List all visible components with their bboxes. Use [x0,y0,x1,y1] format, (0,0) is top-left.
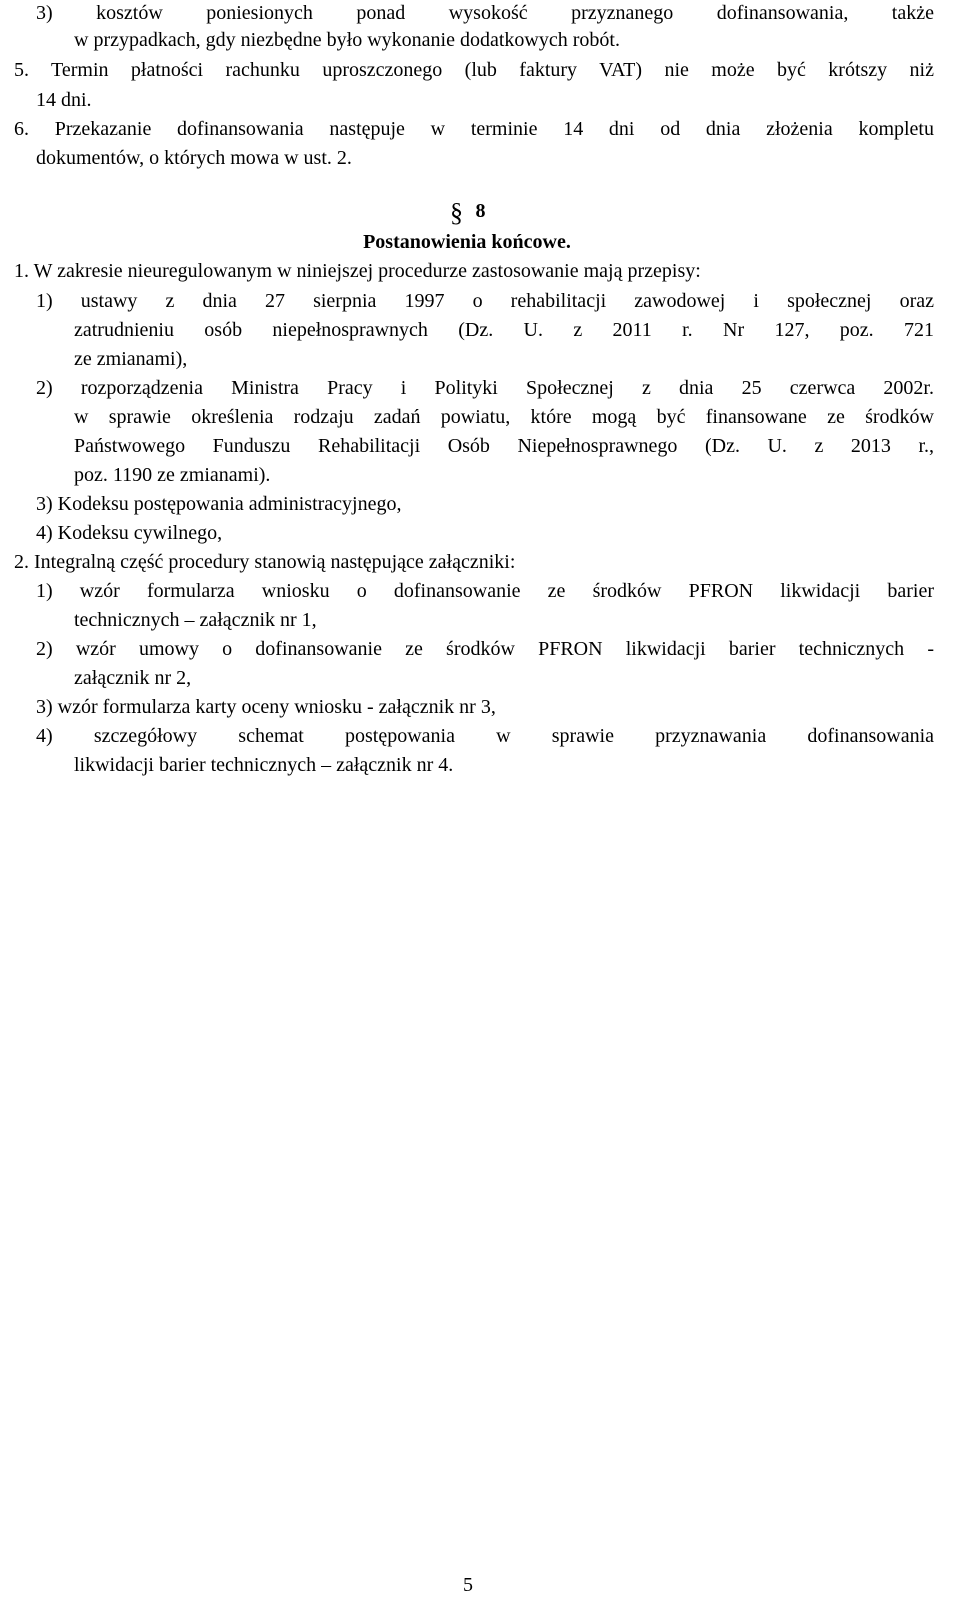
page-number: 5 [463,1574,473,1596]
list-item: 3) Kodeksu postępowania administracyjnego, [36,493,402,515]
list-item: 4) szczegółowy schemat postępowania w sprawie przyznawania dofinansowania [36,725,934,747]
list-item: 2) wzór umowy o dofinansowanie ze środków PFRON likwidacji barier technicznych - [36,638,934,660]
list-item: 1) ustawy z dnia 27 sierpnia 1997 o rehabilitacji zawodowej i społecznej oraz [36,290,934,312]
list-item: technicznych – załącznik nr 1, [74,609,317,631]
list-item: w przypadkach, gdy niezbędne było wykonanie dodatkowych robót. [74,29,620,51]
list-item: zatrudnieniu osób niepełnosprawnych (Dz. U. z 2011 r. Nr 127, poz. 721 [74,319,934,341]
paragraph: dokumentów, o których mowa w ust. 2. [36,147,352,169]
paragraph: 2. Integralną część procedury stanowią następujące załączniki: [14,551,516,573]
list-item: załącznik nr 2, [74,667,192,689]
paragraph: 5. Termin płatności rachunku uproszczonego (lub faktury VAT) nie może być krótszy niż [14,59,934,81]
list-item: ze zmianami), [74,348,188,370]
section-title: Postanowienia końcowe. [363,231,571,253]
paragraph: 14 dni. [36,89,92,111]
list-item: Państwowego Funduszu Rehabilitacji Osób Niepełnosprawnego (Dz. U. z 2013 r., [74,435,934,457]
list-item: poz. 1190 ze zmianami). [74,464,271,486]
list-item: 3) wzór formularza karty oceny wniosku - załącznik nr 3, [36,696,496,718]
paragraph: 1. W zakresie nieuregulowanym w niniejszej procedurze zastosowanie mają przepisy: [14,260,701,282]
section-sign [450,200,486,228]
paragraph: 6. Przekazanie dofinansowania następuje w terminie 14 dni od dnia złożenia kompletu [14,118,934,140]
list-item: 3) kosztów poniesionych ponad wysokość przyznanego dofinansowania, także [36,2,934,24]
section-symbol: § [450,198,463,227]
section-number: 8 [475,200,486,222]
list-item: w sprawie określenia rodzaju zadań powiatu, które mogą być finansowane ze środków [74,406,934,428]
list-item: likwidacji barier technicznych – załącznik nr 4. [74,754,454,776]
list-item: 2) rozporządzenia Ministra Pracy i Polityki Społecznej z dnia 25 czerwca 2002r. [36,377,934,399]
list-item: 4) Kodeksu cywilnego, [36,522,223,544]
list-item: 1) wzór formularza wniosku o dofinansowanie ze środków PFRON likwidacji barier [36,580,934,602]
